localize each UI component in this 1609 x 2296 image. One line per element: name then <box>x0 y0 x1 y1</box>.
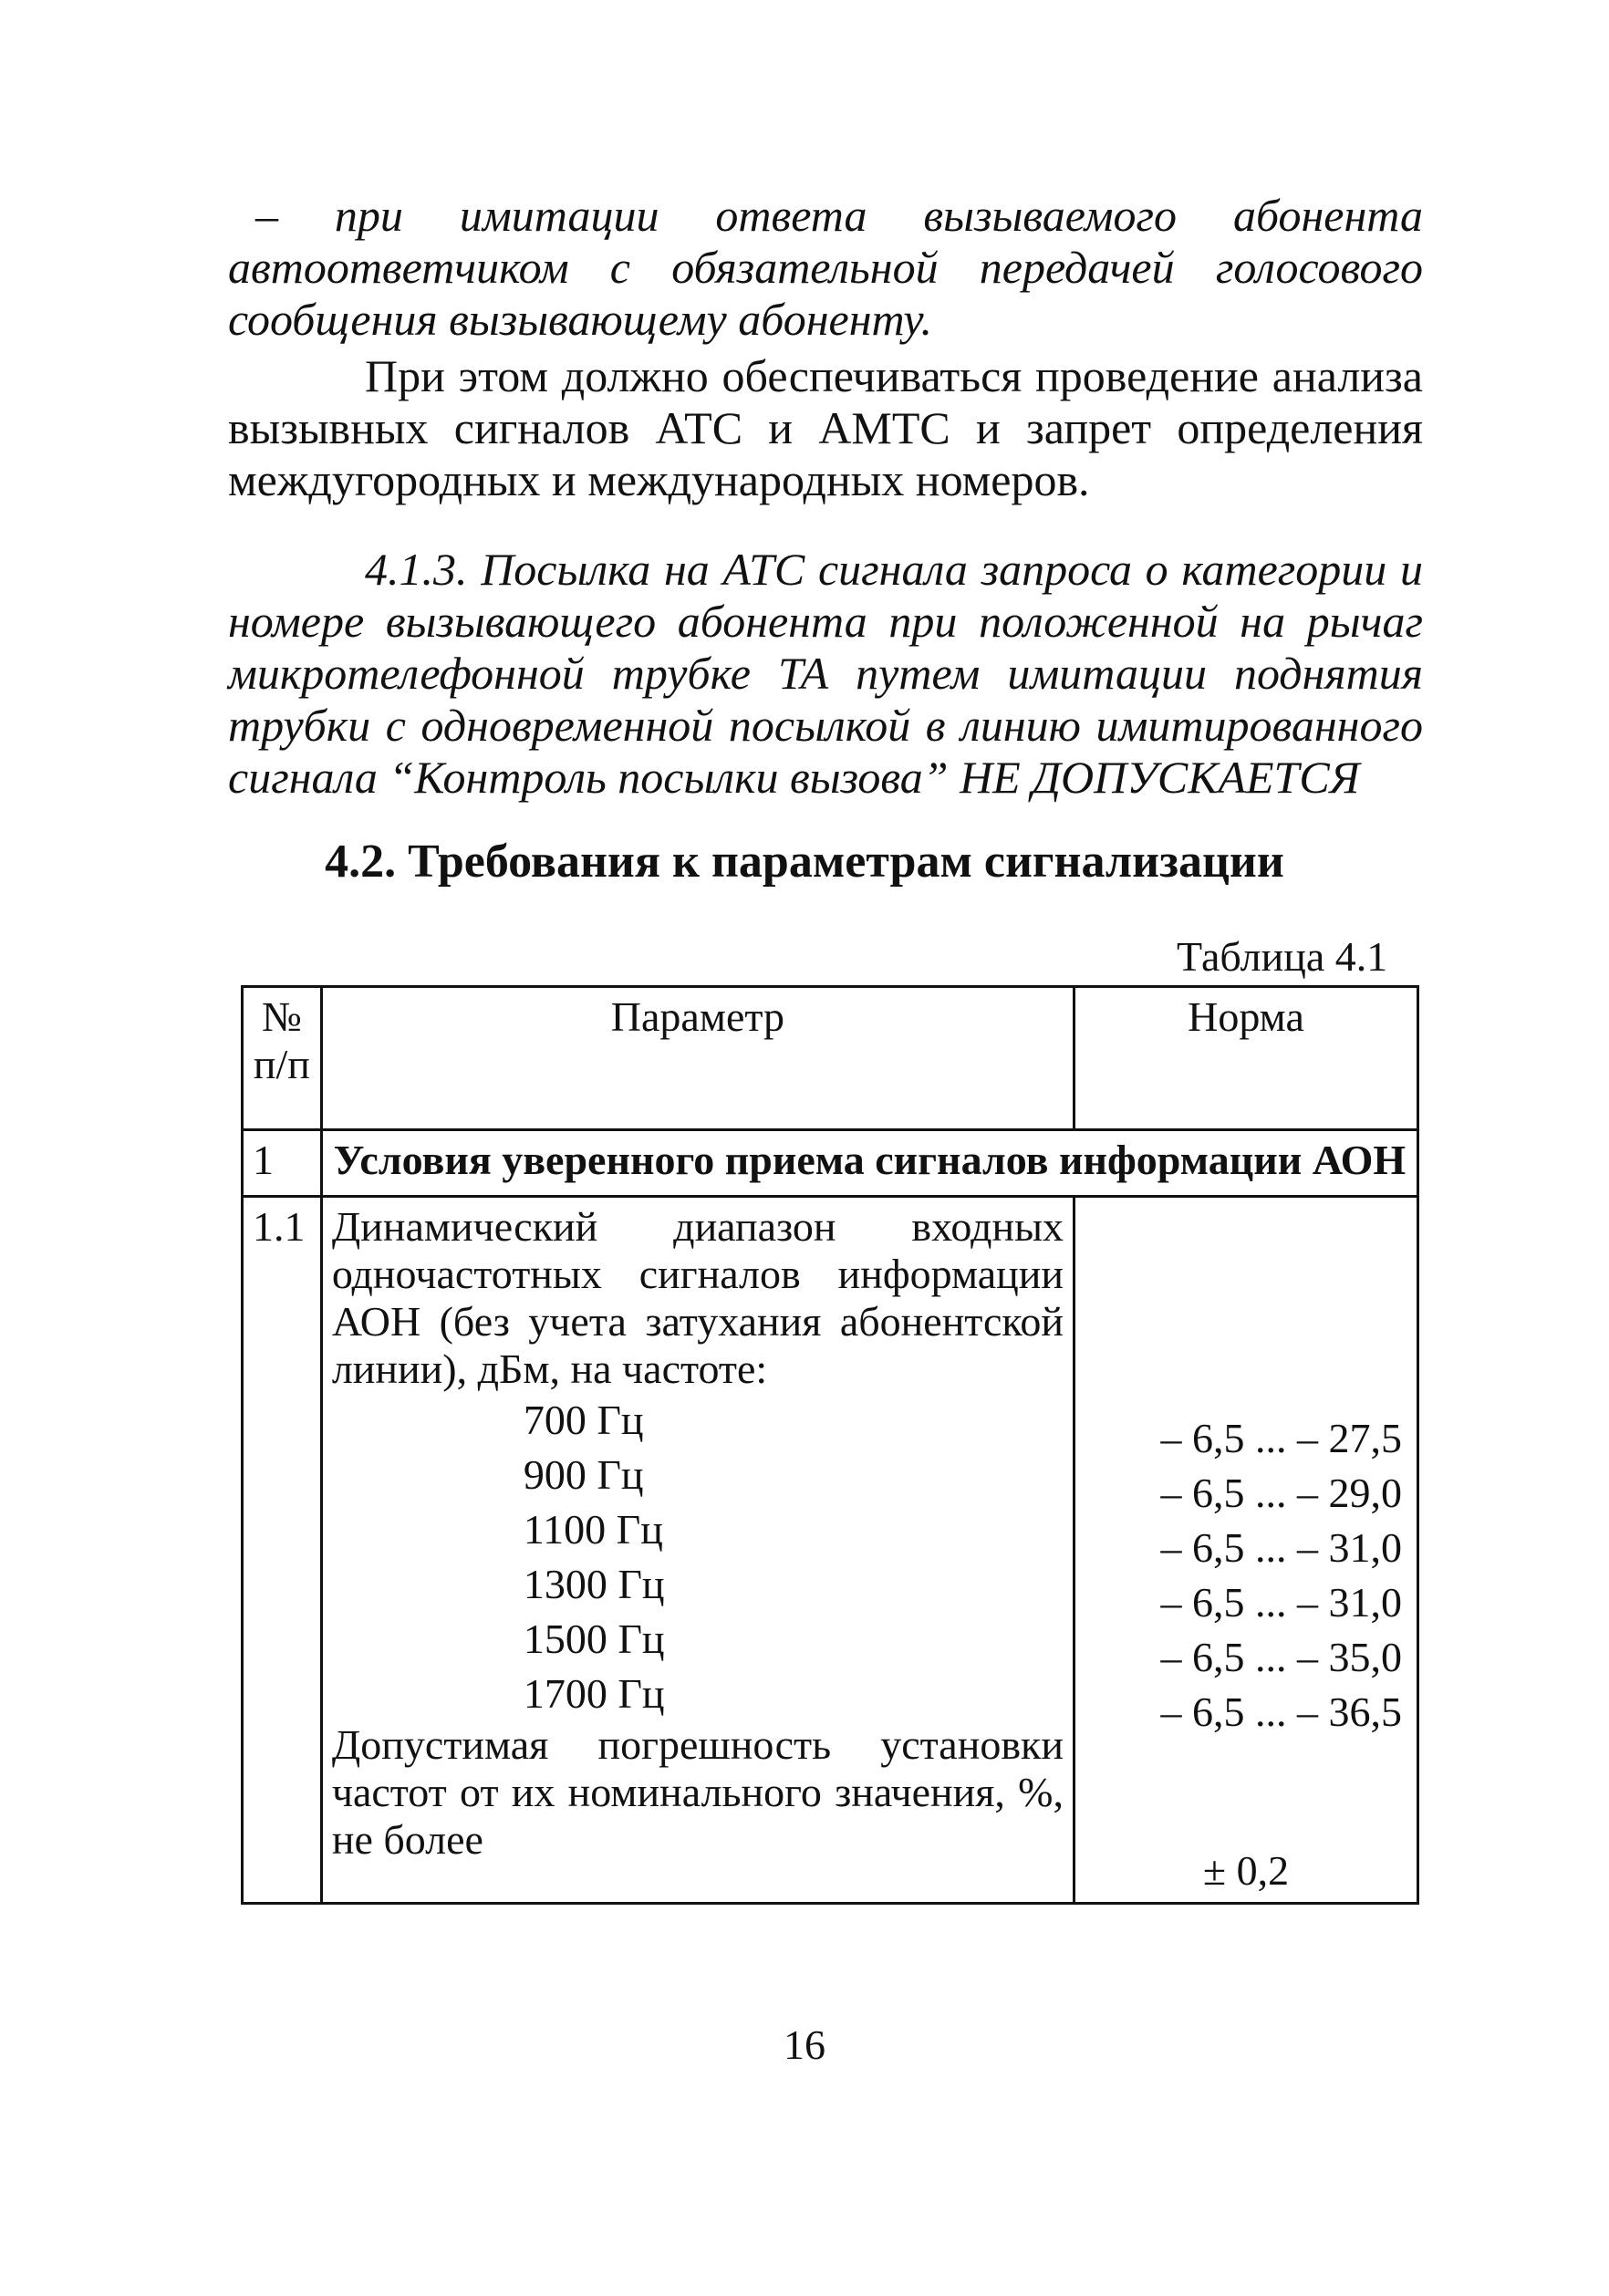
paragraph-autoresponder: – при имитации ответа вызываемого абонента автоответчиком с обязательной передачей голосового сообщения вызывающему абоненту. <box>228 190 1423 345</box>
table-header-row <box>243 987 1418 1130</box>
norm-700: – 6,5 ... – 27,5 <box>1160 1415 1402 1461</box>
frequency-1500: 1500 Гц <box>523 1616 665 1662</box>
table-row <box>243 1197 1418 1904</box>
frequency-1300: 1300 Гц <box>523 1561 665 1607</box>
row-norm-cell <box>1074 1197 1418 1904</box>
frequency-900: 900 Гц <box>523 1451 644 1498</box>
page-number: 16 <box>784 2021 825 2068</box>
row-num: 1.1 <box>243 1197 322 1904</box>
paragraph-analysis: При этом должно обеспечиваться проведение анализа вызывных сигналов АТС и АМТС и запрет определения междугородных и международных номеров. <box>228 350 1423 505</box>
norm-1700: – 6,5 ... – 36,5 <box>1160 1688 1402 1735</box>
norm-1300: – 6,5 ... – 31,0 <box>1160 1579 1402 1626</box>
header-num: № п/п <box>243 987 322 1130</box>
header-norm: Норма <box>1074 987 1418 1130</box>
row-param-cell <box>321 1197 1074 1904</box>
tolerance-text: Допустимая погрешность установки частот от их номинального значения, %, не более <box>331 1721 1064 1863</box>
norm-1500: – 6,5 ... – 35,0 <box>1160 1634 1402 1680</box>
norm-1100: – 6,5 ... – 31,0 <box>1160 1524 1402 1571</box>
norm-900: – 6,5 ... – 29,0 <box>1160 1470 1402 1516</box>
section-title: Условия уверенного приема сигналов информации АОН <box>321 1130 1417 1197</box>
header-param: Параметр <box>321 987 1074 1130</box>
frequency-1700: 1700 Гц <box>523 1670 665 1717</box>
frequency-1100: 1100 Гц <box>523 1506 663 1553</box>
frequency-700: 700 Гц <box>523 1397 644 1443</box>
table-caption: Таблица 4.1 <box>1177 933 1388 980</box>
norms-table <box>241 985 1419 1905</box>
paragraph-4-1-3: 4.1.3. Посылка на АТС сигнала запроса о категории и номере вызывающего абонента при положенной на рычаг микротелефонной трубке ТА путем имитации поднятия трубки с одновременной посылкой в линию имитированного сигнала “Контроль посылки вызова” НЕ ДОПУСКАЕТСЯ <box>228 544 1423 803</box>
row-param-text: Динамический диапазон входных одночастотных сигналов информации АОН (без учета затухания абонентской линии), дБм, на частоте: <box>331 1203 1064 1392</box>
section-heading: 4.2. Требования к параметрам сигнализации <box>325 836 1284 888</box>
section-num: 1 <box>243 1130 322 1197</box>
tolerance-value: ± 0,2 <box>1202 1847 1290 1894</box>
table-section-row <box>243 1130 1418 1197</box>
